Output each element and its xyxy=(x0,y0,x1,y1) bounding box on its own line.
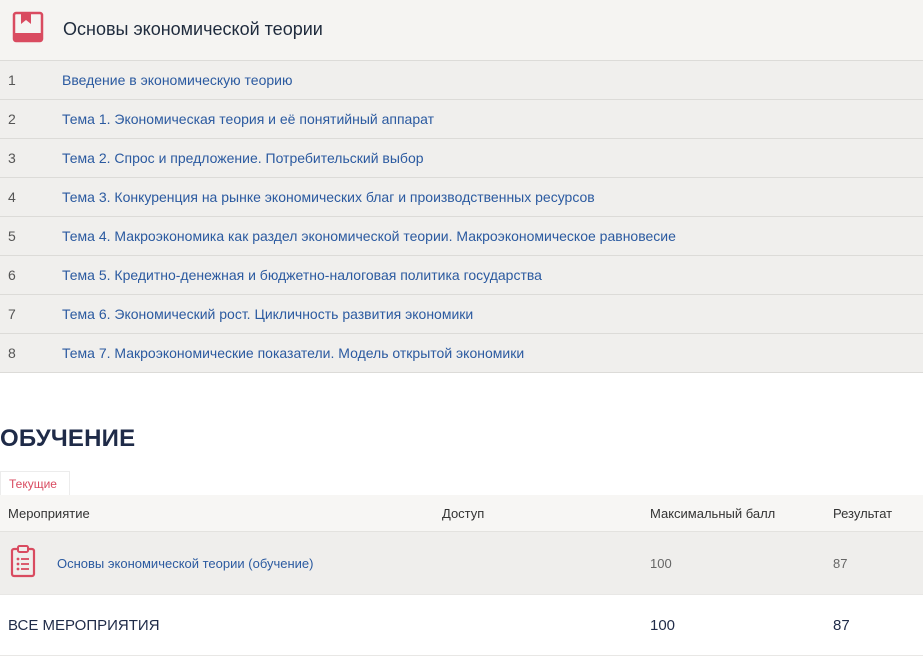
topic-number: 8 xyxy=(8,345,16,361)
topic-item[interactable] xyxy=(0,255,923,294)
topic-link[interactable]: Тема 2. Спрос и предложение. Потребительский выбор xyxy=(62,150,424,166)
book-icon xyxy=(12,11,44,45)
column-header-access: Доступ xyxy=(442,506,485,521)
total-label: ВСЕ МЕРОПРИЯТИЯ xyxy=(8,617,160,634)
topic-item[interactable] xyxy=(0,294,923,333)
section-title-training: ОБУЧЕНИЕ xyxy=(0,425,136,452)
events-table xyxy=(0,495,923,656)
topic-number: 7 xyxy=(8,306,16,322)
total-row xyxy=(0,594,923,656)
column-header-max-score: Максимальный балл xyxy=(650,506,776,521)
topic-item[interactable] xyxy=(0,333,923,373)
topic-item[interactable] xyxy=(0,60,923,99)
topic-number: 6 xyxy=(8,267,16,283)
column-header-event: Мероприятие xyxy=(8,506,90,521)
topic-link[interactable]: Введение в экономическую теорию xyxy=(62,72,293,88)
topic-number: 3 xyxy=(8,150,16,166)
event-result: 87 xyxy=(833,556,848,571)
topic-number: 2 xyxy=(8,111,16,127)
topic-number: 5 xyxy=(8,228,16,244)
event-max-score: 100 xyxy=(650,556,672,571)
topic-list xyxy=(0,60,923,373)
course-title: Основы экономической теории xyxy=(63,19,323,39)
clipboard-icon xyxy=(10,544,36,578)
topic-number: 1 xyxy=(8,72,16,88)
event-link[interactable]: Основы экономической теории (обучение) xyxy=(57,556,314,571)
topic-item[interactable] xyxy=(0,216,923,255)
topic-link[interactable]: Тема 5. Кредитно-денежная и бюджетно-налоговая политика государства xyxy=(62,267,542,283)
table-header xyxy=(0,495,923,531)
column-header-result: Результат xyxy=(833,506,893,521)
total-max-score: 100 xyxy=(650,617,676,634)
total-result: 87 xyxy=(833,617,850,634)
table-row xyxy=(0,531,923,594)
topic-link[interactable]: Тема 6. Экономический рост. Цикличность развития экономики xyxy=(62,306,474,322)
topic-link[interactable]: Тема 1. Экономическая теория и её понятийный аппарат xyxy=(62,111,435,127)
topic-link[interactable]: Тема 3. Конкуренция на рынке экономических благ и производственных ресурсов xyxy=(62,189,595,205)
tab-current[interactable]: Текущие xyxy=(0,471,70,495)
topic-item[interactable] xyxy=(0,138,923,177)
topic-link[interactable]: Тема 7. Макроэкономические показатели. Модель открытой экономики xyxy=(62,345,525,361)
topic-link[interactable]: Тема 4. Макроэкономика как раздел экономической теории. Макроэкономическое равновесие xyxy=(62,228,676,244)
topic-number: 4 xyxy=(8,189,16,205)
topic-item[interactable] xyxy=(0,99,923,138)
course-header xyxy=(0,0,923,60)
topic-item[interactable] xyxy=(0,177,923,216)
